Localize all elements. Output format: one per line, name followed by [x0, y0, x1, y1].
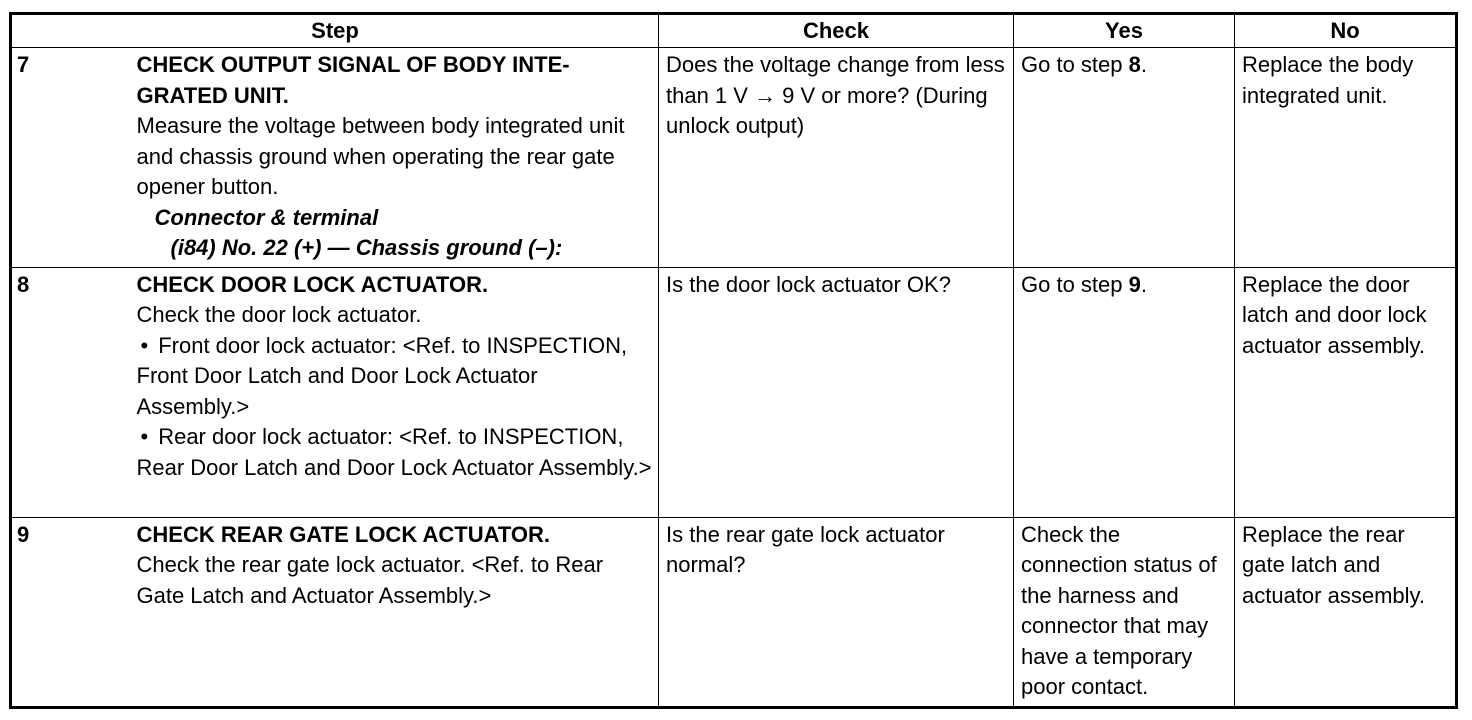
bullet-icon: •: [140, 332, 149, 358]
header-no: No: [1235, 14, 1457, 48]
table-row: [11, 517, 1457, 707]
no-cell: Replace the door latch and door lock actuator assembly.: [1235, 267, 1457, 517]
step-number: 8: [11, 267, 127, 517]
diagnostic-table: [9, 12, 1458, 709]
check-cell: Is the door lock actuator OK?: [659, 267, 1014, 517]
table-row: [11, 267, 1457, 517]
header-yes: Yes: [1014, 14, 1235, 48]
yes-cell: Check the connection status of the harness and connector that may have a temporary poor contact.: [1014, 517, 1235, 707]
yes-cell: Go to step 9.: [1014, 267, 1235, 517]
step-instruction: Check the rear gate lock actuator. <Ref. to Rear Gate Latch and Actuator Assembly.>: [136, 552, 604, 608]
spec-value: (i84) No. 22 (+) — Chassis ground (–):: [170, 235, 563, 260]
step-title: CHECK REAR GATE LOCK ACTUATOR.: [136, 521, 551, 547]
step-title: CHECK DOOR LOCK ACTUATOR.: [136, 271, 489, 297]
no-cell: Replace the rear gate latch and actuator assembly.: [1235, 517, 1457, 707]
step-instruction: Measure the voltage between body integrated unit and chassis ground when operating the rear gate opener button.: [136, 113, 625, 199]
step-content: [127, 517, 659, 707]
step-content: [127, 48, 659, 268]
list-item: • Rear door lock actuator: <Ref. to INSPECTION, Rear Door Latch and Door Lock Actuator Assembly.>: [136, 424, 652, 480]
bullet-icon: •: [140, 424, 149, 449]
yes-cell: Go to step 8.: [1014, 48, 1235, 268]
header-check: Check: [659, 14, 1014, 48]
list-item: • Front door lock actuator: <Ref. to INSPECTION, Front Door Latch and Door Lock Actuator Assembly.>: [136, 332, 628, 419]
check-cell: Is the rear gate lock actuator normal?: [659, 517, 1014, 707]
step-link: 9: [1128, 271, 1141, 297]
step-link: 8: [1128, 52, 1141, 77]
step-title: CHECK OUTPUT SIGNAL OF BODY INTE- GRATED UNIT.: [136, 52, 570, 108]
header-row: [11, 14, 1457, 48]
step-content: [127, 267, 659, 517]
spec-label: Connector & terminal: [154, 204, 379, 230]
step-instruction: Check the door lock actuator.: [136, 302, 422, 327]
check-cell: Does the voltage change from less than 1 V → 9 V or more? (During unlock output): [659, 48, 1014, 268]
no-cell: Replace the body integrated unit.: [1235, 48, 1457, 268]
step-number: 7: [11, 48, 127, 268]
step-number: 9: [11, 517, 127, 707]
table-row: [11, 48, 1457, 268]
header-step: Step: [11, 14, 659, 48]
